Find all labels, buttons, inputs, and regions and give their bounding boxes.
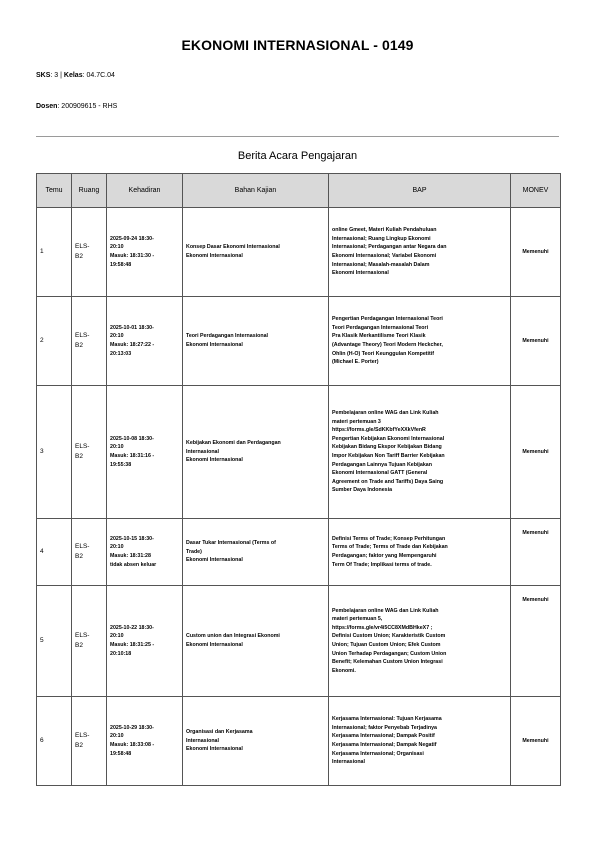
cell-kehadiran: 2025-09-24 18:30- 20:10 Masuk: 18:31:30 - 19:58:48 (107, 208, 183, 297)
course-info (36, 72, 115, 79)
cell-monev: Memenuhi (511, 297, 561, 386)
dosen-label: Dosen (36, 103, 58, 110)
cell-temu: 3 (37, 386, 72, 519)
col-header-bap: BAP (329, 174, 511, 208)
cell-temu: 2 (37, 297, 72, 386)
cell-bahan-kajian: Teori Perdagangan Internasional Ekonomi Internasional (183, 297, 329, 386)
cell-kehadiran: 2025-10-08 18:30- 20:10 Masuk: 18:31:16 - 19:55:38 (107, 386, 183, 519)
col-header-kehadiran: Kehadiran (107, 174, 183, 208)
document-title: EKONOMI INTERNASIONAL - 0149 (181, 37, 414, 53)
col-header-monev: MONEV (511, 174, 561, 208)
cell-temu: 1 (37, 208, 72, 297)
cell-bahan-kajian: Konsep Dasar Ekonomi Internasional Ekonomi Internasional (183, 208, 329, 297)
cell-temu: 5 (37, 586, 72, 697)
cell-bap: Pembelajaran online WAG dan Link Kuliah materi pertemuan 3 https://forms.gle/SdKKbfYeXXkVfenR Pengertian Kebijakan Ekonomi Internasional Kebijakan Bidang Ekspor Kebijakan Bidang Impor Kebijakan Non Tariff Barrier Kebijakan Perdagangan Lainnya Tujuan Kebijakan Ekonomi Internasional GATT (General Agreement on Trade and Tariffs) Daya Saing Sumber Daya Indonesia (329, 386, 511, 519)
kelas-label: Kelas (63, 72, 83, 79)
dosen-value: : 200909615 - RHS (57, 103, 118, 110)
cell-monev: Memenuhi (511, 208, 561, 297)
cell-ruang: ELS- B2 (72, 697, 107, 786)
table-row (37, 386, 561, 519)
cell-bahan-kajian: Custom union dan Integrasi Ekonomi Ekonomi Internasional (183, 586, 329, 697)
cell-temu: 4 (37, 519, 72, 586)
cell-bahan-kajian: Kebijakan Ekonomi dan Perdagangan Internasional Ekonomi Internasional (183, 386, 329, 519)
table-row (37, 519, 561, 586)
cell-temu: 6 (37, 697, 72, 786)
cell-bap: Definisi Terms of Trade; Konsep Perhitungan Terms of Trade; Terms of Trade dan Kebijakan Perdagangan; faktor yang Mempengaruhi Term Of Trade; Implikasi terms of trade. (329, 519, 511, 586)
cell-ruang: ELS- B2 (72, 586, 107, 697)
teaching-record-table (36, 173, 561, 786)
cell-kehadiran: 2025-10-22 18:30- 20:10 Masuk: 18:31:25 - 20:10:18 (107, 586, 183, 697)
cell-monev: Memenuhi (511, 519, 561, 586)
cell-monev: Memenuhi (511, 697, 561, 786)
cell-bahan-kajian: Dasar Tukar Internasional (Terms of Trade) Ekonomi Internasional (183, 519, 329, 586)
col-header-bahan-kajian: Bahan Kajian (183, 174, 329, 208)
col-header-ruang: Ruang (72, 174, 107, 208)
cell-ruang: ELS- B2 (72, 297, 107, 386)
cell-bap: Pembelajaran online WAG dan Link Kuliah materi pertemuan 5, https://forms.gle/vr4i5CC8XMdBHkeX7 ; Definisi Custom Union; Karakteristik Custom Union; Tujuan Custom Union; Efek Custom Union Terhadap Perdagangan; Custom Union Benefit; Kelemahan Custom Union Integrasi Ekonomi. (329, 586, 511, 697)
table-row (37, 297, 561, 386)
sks-value: : 3 | (50, 72, 64, 79)
cell-kehadiran: 2025-10-29 18:30- 20:10 Masuk: 18:33:08 - 19:58:48 (107, 697, 183, 786)
cell-monev: Memenuhi (511, 386, 561, 519)
header-divider (36, 136, 559, 137)
cell-bap: Pengertian Perdagangan Internasional Teori Teori Perdagangan Internasional Teori Pra Klasik Merkantilisme Teori Klasik (Advantage Theory) Teori Modern Heckcher, Ohlin (H-O) Teori Keunggulan Kompetitif (Michael E. Porter) (329, 297, 511, 386)
cell-ruang: ELS- B2 (72, 519, 107, 586)
lecturer-info (36, 103, 117, 110)
cell-bap: Kerjasama Internasional: Tujuan Kerjasama Internasional; faktor Penyebab Terjadinya Kerjasama Internasional; Dampak Positif Kerjasama Internasional; Dampak Negatif Kerjasama Internasional; Organisasi Internasional (329, 697, 511, 786)
cell-kehadiran: 2025-10-15 18:30- 20:10 Masuk: 18:31:28 tidak absen keluar (107, 519, 183, 586)
table-row (37, 586, 561, 697)
cell-bap: online Gmeet, Materi Kuliah Pendahuluan Internasional; Ruang Lingkup Ekonomi Internasional; Perdagangan antar Negara dan Ekonomi Internasional; Variabel Ekonomi Internasional; Masalah-masalah Dalam Ekonomi Internasional (329, 208, 511, 297)
table-row (37, 208, 561, 297)
cell-bahan-kajian: Organisasi dan Kerjasama Internasional Ekonomi Internasional (183, 697, 329, 786)
cell-monev: Memenuhi (511, 586, 561, 697)
kelas-value: : 04.7C.04 (82, 72, 115, 79)
cell-kehadiran: 2025-10-01 18:30- 20:10 Masuk: 18:27:22 - 20:13:03 (107, 297, 183, 386)
sks-label: SKS (36, 72, 51, 79)
cell-ruang: ELS- B2 (72, 386, 107, 519)
section-title: Berita Acara Pengajaran (237, 150, 358, 162)
table-header-row (37, 174, 561, 208)
col-header-temu: Temu (37, 174, 72, 208)
table-row (37, 697, 561, 786)
cell-ruang: ELS- B2 (72, 208, 107, 297)
